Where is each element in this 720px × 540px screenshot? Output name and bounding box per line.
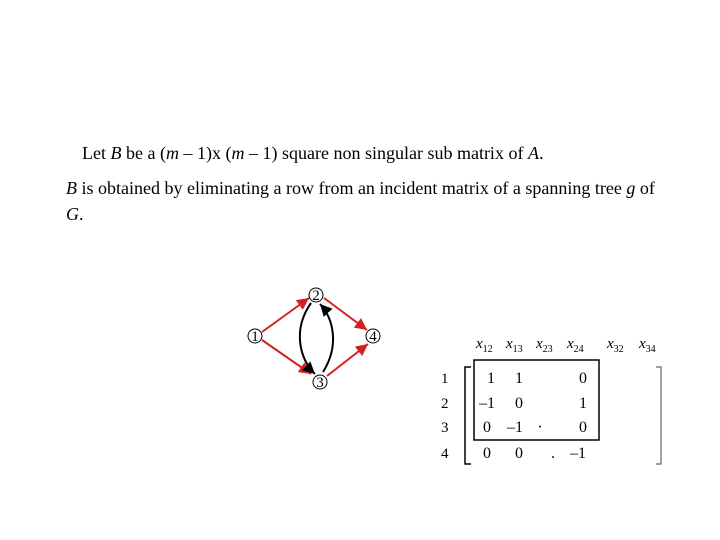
node-label: 3 [316, 375, 324, 391]
text-part: – 1)x ( [178, 143, 232, 163]
node-label: 1 [251, 329, 259, 345]
text-part: . [538, 143, 544, 163]
row-label-2: 2 [441, 396, 449, 412]
column-header-x12: $x_{12}$ [476, 336, 493, 355]
matrix-cell: 1 [515, 370, 523, 387]
row-label-4: 4 [441, 446, 449, 462]
matrix-cell: 0 [515, 395, 523, 412]
matrix-cell: –1 [507, 419, 523, 436]
node-label: 2 [312, 288, 320, 304]
text-part: of [635, 178, 655, 198]
edge-3-2 [320, 304, 333, 372]
symbol-g: g [626, 178, 636, 198]
matrix-cell: 0 [579, 419, 587, 436]
matrix-right-bracket [656, 367, 661, 464]
matrix-cells [478, 370, 587, 462]
matrix-cell: 1 [487, 370, 495, 387]
row-label-3: 3 [441, 420, 449, 436]
symbol-graph-g: G [66, 204, 79, 224]
text-part: is obtained by eliminating a row from an incident matrix of a spanning tree [77, 178, 627, 198]
edge-2-3 [300, 303, 315, 374]
column-header-x34: $x_{34}$ [639, 336, 656, 355]
matrix-cell: 1 [579, 395, 587, 412]
matrix-row-labels [441, 371, 449, 462]
text-part: be a ( [121, 143, 166, 163]
matrix-symbol-b: B [110, 143, 122, 163]
matrix-symbol-b: B [66, 178, 77, 198]
node-2 [309, 288, 323, 304]
matrix-cell: 0 [515, 445, 523, 462]
column-header-x32: $x_{32}$ [607, 336, 624, 355]
column-header-x13: $x_{13}$ [506, 336, 523, 355]
node-label: 4 [369, 329, 377, 345]
matrix-cell: 0 [483, 445, 491, 462]
edge-1-2 [262, 298, 309, 332]
matrix-cell: · [537, 419, 543, 436]
matrix-cell: –1 [479, 395, 495, 412]
matrix-symbol-a: A [527, 143, 539, 163]
column-header-x23: $x_{23}$ [536, 336, 553, 355]
matrix-column-headers [475, 336, 656, 355]
text-part: Let [82, 143, 111, 163]
text-part: . [79, 204, 84, 224]
matrix-left-bracket [465, 367, 471, 464]
row-label-1: 1 [441, 371, 449, 387]
symbol-m: m [165, 143, 179, 163]
matrix-cell: 0 [483, 419, 491, 436]
matrix-cell: 0 [579, 370, 587, 387]
text-part: – 1) square non singular sub matrix of [244, 143, 528, 163]
node-3 [313, 375, 327, 391]
symbol-m: m [231, 143, 245, 163]
node-1 [248, 329, 262, 345]
matrix-cell: –1 [570, 445, 586, 462]
node-4 [366, 329, 380, 345]
matrix-cell: . [551, 445, 555, 462]
column-header-x24: $x_{24}$ [567, 336, 584, 355]
